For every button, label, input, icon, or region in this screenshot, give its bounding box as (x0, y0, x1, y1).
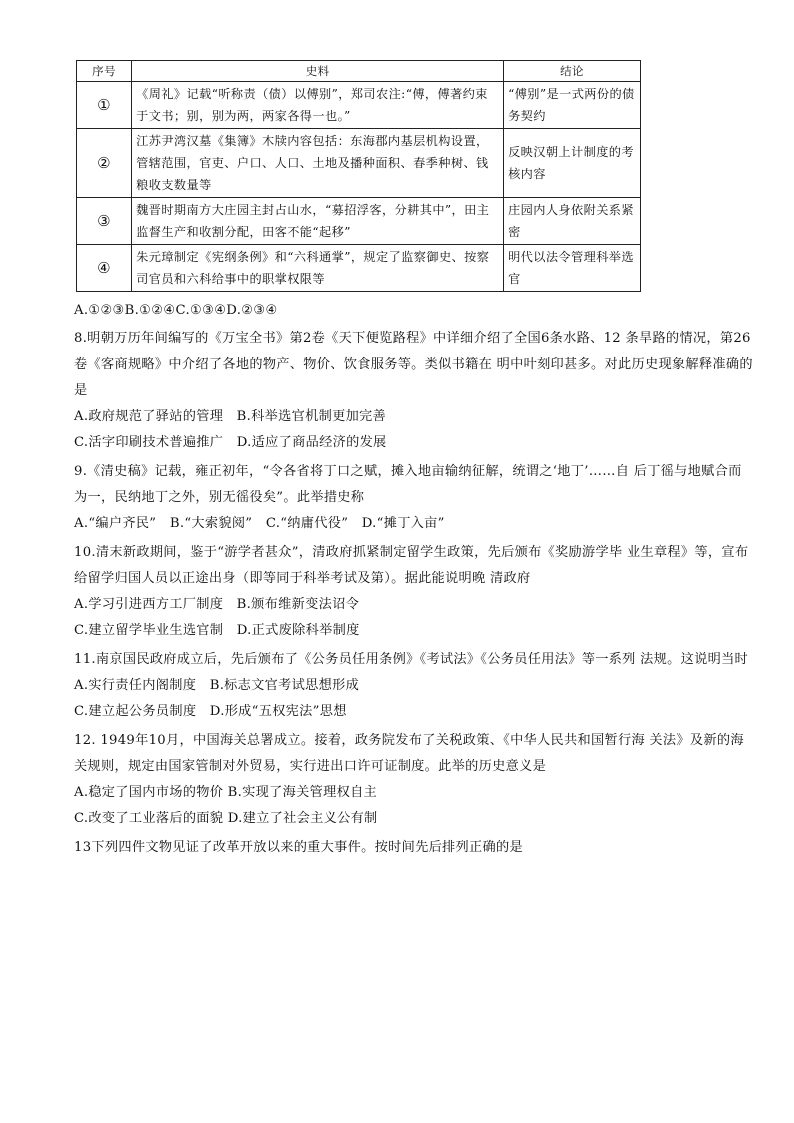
row-number: ③ (77, 198, 132, 245)
row-conclusion: 庄园内人身依附关系紧密 (504, 198, 641, 245)
row-source: 朱元璋制定《宪纲条例》和“六科通掌”，规定了监察御史、按察司官员和六科给事中的职掌权限等 (132, 245, 504, 292)
question-options: A.“编户齐民” B.“大索貌阅” C.“纳庸代役” D.“摊丁入亩” (74, 516, 445, 531)
question-options: C.改变了工业落后的面貌 D.建立了社会主义公有制 (74, 811, 378, 826)
header-conclusion: 结论 (504, 61, 641, 82)
question-stem: 13下列四件文物见证了改革开放以来的重大事件。按时间先后排列正确的是 (74, 840, 523, 855)
question-options: C.活字印刷技术普遍推广 D.适应了商品经济的发展 (74, 435, 387, 450)
row-number: ② (77, 129, 132, 198)
header-number: 序号 (77, 61, 132, 82)
question-13 (74, 835, 754, 861)
question-stem: 9.《清史稿》记载，雍正初年，“令各省将丁口之赋，摊入地亩输纳征解，统谓之‘地丁’……自 后丁徭与地赋合而为一，民纳地丁之外，别无徭役矣”。此举措史称 (74, 464, 742, 505)
row-number: ① (77, 82, 132, 129)
row-conclusion: 明代以法令管理科举选官 (504, 245, 641, 292)
row-conclusion: “傅别”是一式两份的债务契约 (504, 82, 641, 129)
question-10 (74, 540, 754, 644)
question-stem: 8.明朝万历年间编写的《万宝全书》第2卷《天下便览路程》中详细介绍了全国6条水路、12 条旱路的情况，第26卷《客商规略》中介绍了各地的物产、物价、饮食服务等。类似书籍在 明中叶刻印甚多。对此历史现象解释准确的是 (74, 331, 753, 398)
q7-options: A.①②③B.①②④C.①③④D.②③④ (74, 303, 278, 318)
question-stem: 10.清末新政期间，鉴于“游学者甚众”，清政府抓紧制定留学生政策，先后颁布《奖励游学毕 业生章程》等，宣布给留学归国人员以正途出身（即等同于科举考试及第）。据此能说明晚 清政府 (74, 545, 749, 586)
question-stem: 12. 1949年10月，中国海关总署成立。接着，政务院发布了关税政策、《中华人民共和国暂行海 关法》及新的海关规则，规定由国家管制对外贸易，实行进出口许可证制度。此举的历史意义是 (74, 733, 744, 774)
table-row (77, 198, 641, 245)
question-options: A.实行责任内阁制度 B.标志文官考试思想形成 (74, 678, 360, 693)
table-row (77, 245, 641, 292)
header-source: 史料 (132, 61, 504, 82)
row-conclusion: 反映汉朝上计制度的考核内容 (504, 129, 641, 198)
source-table (76, 60, 641, 292)
question-stem: 11.南京国民政府成立后，先后颁布了《公务员任用条例》《考试法》《公务员任用法》等一系列 法规。这说明当时 (74, 652, 749, 667)
row-source: 《周礼》记载“听称责（债）以傅别”，郑司农注:“傅，傅著约束于文书；别，别为两，两家各得一也。” (132, 82, 504, 129)
row-source: 江苏尹湾汉墓《集簿》木牍内容包括：东海郡内基层机构设置，管辖范围，官吏、户口、人口、土地及播种面积、春季种树、钱粮收支数量等 (132, 129, 504, 198)
question-options: A.政府规范了驿站的管理 B.科举选官机制更加完善 (74, 409, 387, 424)
row-source: 魏晋时期南方大庄园主封占山水，“募招浮客，分耕其中”，田主监督生产和收割分配，田客不能“起移” (132, 198, 504, 245)
question-11 (74, 647, 754, 725)
question-8 (74, 326, 754, 456)
exam-page (74, 60, 754, 861)
question-options: A.学习引进西方工厂制度 B.颁布维新变法诏令 (74, 597, 360, 612)
question-options: C.建立起公务员制度 D.形成“五权宪法”思想 (74, 704, 347, 719)
question-options: A.稳定了国内市场的物价 B.实现了海关管理权自主 (74, 785, 378, 800)
table-row (77, 82, 641, 129)
question-9 (74, 459, 754, 537)
row-number: ④ (77, 245, 132, 292)
question-12 (74, 728, 754, 832)
table-row (77, 129, 641, 198)
table-header-row (77, 61, 641, 82)
question-options: C.建立留学毕业生选官制 D.正式废除科举制度 (74, 623, 360, 638)
